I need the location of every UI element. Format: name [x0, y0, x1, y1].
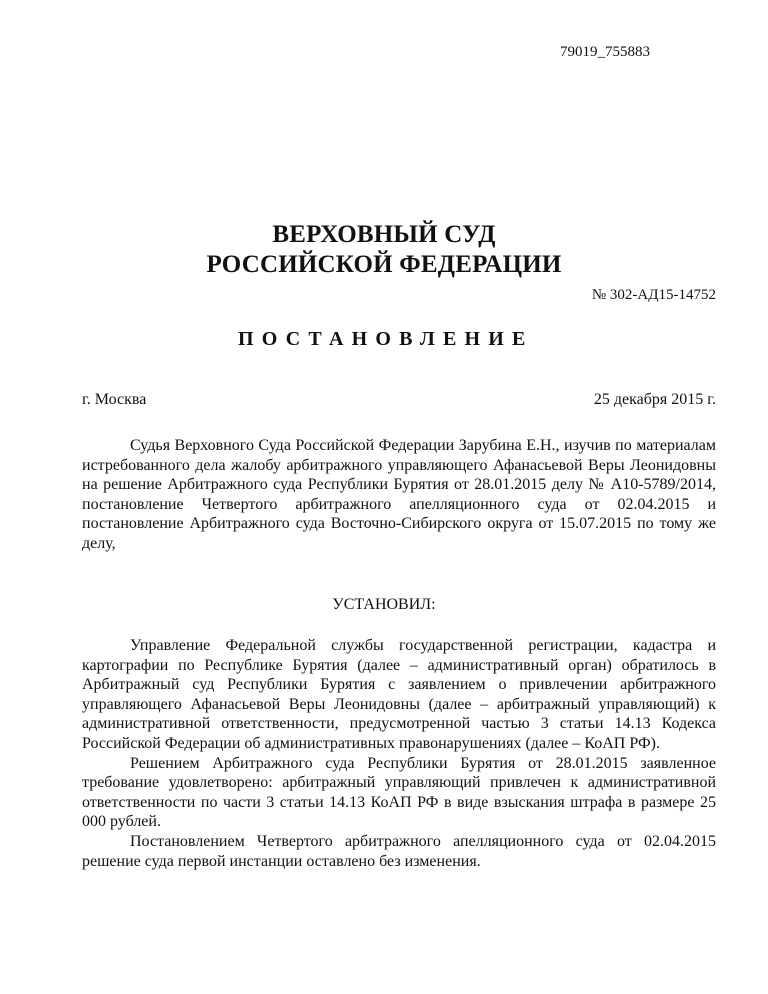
court-title-line-2: РОССИЙСКОЙ ФЕДЕРАЦИИ [206, 251, 562, 278]
case-number: № 302-АД15-14752 [591, 287, 716, 303]
resolution-heading: ПОСТАНОВЛЕНИЕ [238, 328, 534, 350]
paragraph: Постановлением Четвертого арбитражного апелляционного суда от 02.04.2015 решение суда первой инстанции оставлено без изменения. [82, 832, 716, 870]
court-title [0, 220, 768, 280]
court-title-line-1: ВЕРХОВНЫЙ СУД [272, 221, 496, 248]
place-date-row [82, 391, 716, 409]
city: г. Москва [82, 391, 147, 408]
main-section [82, 636, 716, 871]
paragraph: Управление Федеральной службы государственной регистрации, кадастра и картографии по Республике Бурятия (далее – административный орган) обратилось в Арбитражный суд Республики Бурятия с заявлением о привлечении арбитражного управляющего Афанасьевой Веры Леонидовны (далее – арбитражный управляющий) к административной ответственности, предусмотренной частью 3 статьи 14.13 Кодекса Российской Федерации об административных правонарушениях (далее – КоАП РФ). [82, 637, 716, 752]
paragraph: Решением Арбитражного суда Республики Бурятия от 28.01.2015 заявленное требование удовлетворено: арбитражный управляющий привлечен к административной ответственности по части 3 статьи 14.13 КоАП РФ в виде взыскания штрафа в размере 25 000 рублей. [82, 754, 716, 831]
established-label: УСТАНОВИЛ: [332, 596, 436, 613]
date: 25 декабря 2015 г. [593, 391, 716, 408]
intro-section [82, 436, 716, 554]
intro-paragraph: Судья Верховного Суда Российской Федерации Зарубина Е.Н., изучив по материалам истребованного дела жалобу арбитражного управляющего Афанасьевой Веры Леонидовны на решение Арбитражного суда Республики Бурятия от 28.01.2015 делу № А10-5789/2014, постановление Четвертого арбитражного апелляционного суда от 02.04.2015 и постановление Арбитражного суда Восточно-Сибирского округа от 15.07.2015 по тому же делу, [82, 437, 716, 552]
document-id: 79019_755883 [560, 44, 650, 60]
